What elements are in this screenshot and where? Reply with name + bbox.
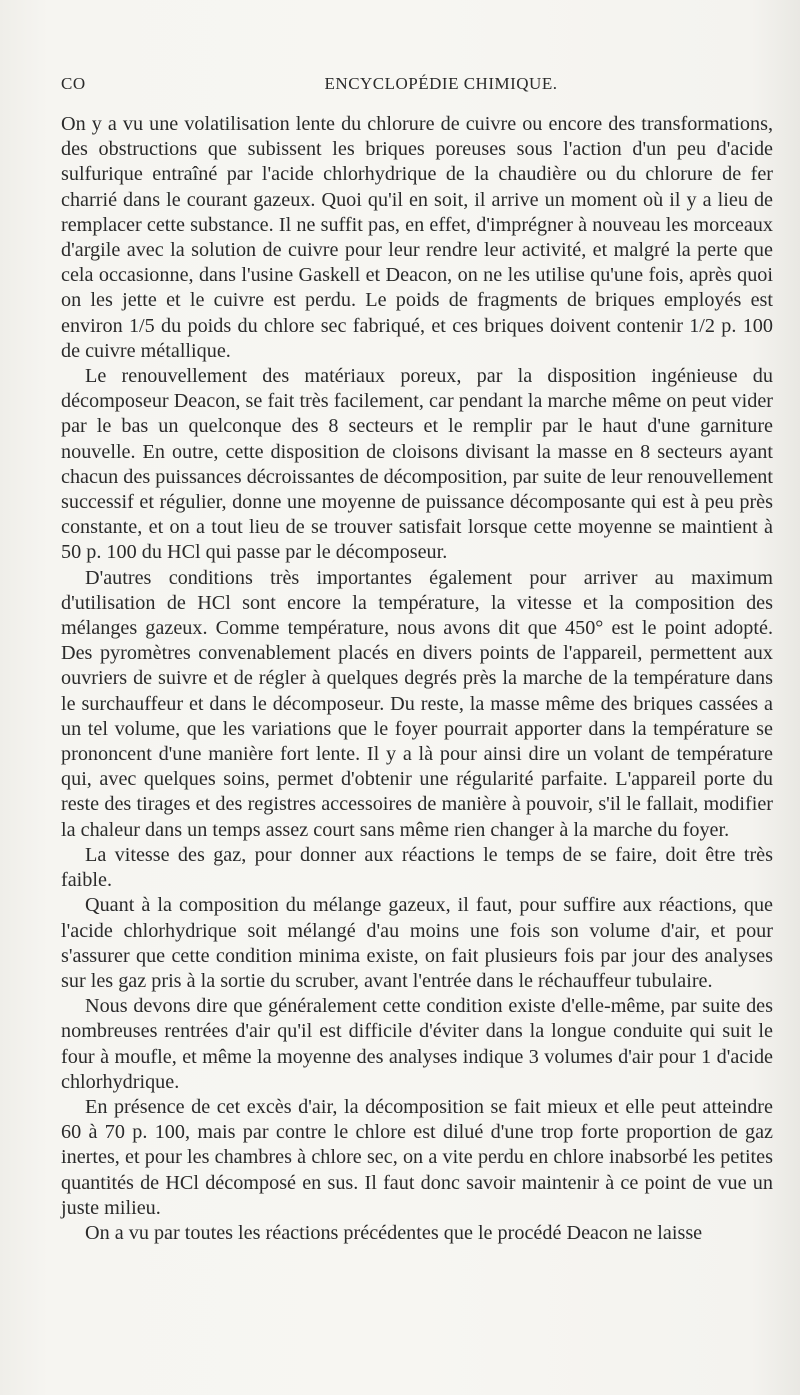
- paragraph: Nous devons dire que généralement cette condition existe d'elle-même, par suite des nombreuses rentrées d'air qu'il est difficile d'éviter dans la longue conduite qui suit le four à moufle, et même la moyenne des analyses indique 3 volumes d'air pour 1 d'acide chlorhydrique.: [61, 995, 773, 1093]
- paragraph: On a vu par toutes les réactions précédentes que le procédé Deacon ne laisse: [85, 1221, 703, 1244]
- paragraph: La vitesse des gaz, pour donner aux réactions le temps de se faire, doit être très faible.: [61, 843, 773, 892]
- paragraph: Quant à la composition du mélange gazeux, il faut, pour suffire aux réactions, que l'acide chlorhydrique soit mélangé d'au moins une fois son volume d'air, et pour s'assurer que cette condition minima existe, on fait plusieurs fois par jour des analyses sur les gaz pris à la sortie du scruber, avant l'entrée dans le réchauffeur tubulaire.: [61, 894, 773, 992]
- paragraph: On y a vu une volatilisation lente du chlorure de cuivre ou encore des transformations, des obstructions que subissent les briques poreuses sous l'action d'un peu d'acide sulfurique entraîné par l'acide chlorhydrique de la chaudière ou du chlorure de fer charrié dans le courant gazeux. Quoi qu'il en soit, il arrive un moment où il y a lieu de remplacer cette substance. Il ne suffit pas, en effet, d'imprégner à nouveau les morceaux d'argile avec la solution de cuivre pour leur rendre leur activité, et malgré la perte que cela occasionne, dans l'usine Gaskell et Deacon, on ne les utilise qu'une fois, après quoi on les jette et le cuivre est perdu. Le poids de fragments de briques employés est environ 1/5 du poids du chlore sec fabriqué, et ces briques doivent contenir 1/2 p. 100 de cuivre métallique.: [61, 113, 773, 362]
- body-text: [61, 112, 773, 1246]
- paragraph: D'autres conditions très importantes également pour arriver au maximum d'utilisation de HCl sont encore la température, la vitesse et la composition des mélanges gazeux. Comme température, nous avons dit que 450° est le point adopté. Des pyromètres convenablement placés en divers points de l'appareil, permettent aux ouvriers de suivre et de régler à quelques degrés près la marche de la température dans le surchauffeur et dans le décomposeur. Du reste, la masse même des briques cassées a un tel volume, que les variations que le foyer pourrait apporter dans la température se prononcent d'une manière fort lente. Il y a là pour ainsi dire un volant de température qui, avec quelques soins, permet d'obtenir une régularité parfaite. L'appareil porte du reste des tirages et des registres accessoires de manière à pouvoir, s'il le fallait, modifier la chaleur dans un temps assez court sans même rien changer à la marche du foyer.: [61, 566, 773, 841]
- page-header: [61, 74, 781, 102]
- paragraph: Le renouvellement des matériaux poreux, par la disposition ingénieuse du décomposeur Deacon, se fait très facilement, car pendant la marche même on peut vider par le bas un quelconque des 8 secteurs et le remplir par le haut d'une garniture nouvelle. En outre, cette disposition de cloisons divisant la masse en 8 secteurs ayant chacun des puissances décroissantes de décomposition, par suite de leur renouvellement successif et régulier, donne une moyenne de puissance décomposante qui est à peu près constante, et on a tout lieu de se trouver satisfait lorsque cette moyenne se maintient à 50 p. 100 du HCl qui passe par le décomposeur.: [61, 365, 773, 564]
- running-title: ENCYCLOPÉDIE CHIMIQUE.: [324, 74, 558, 93]
- paragraph: En présence de cet excès d'air, la décomposition se fait mieux et elle peut atteindre 60 à 70 p. 100, mais par contre le chlore est dilué d'une trop forte proportion de gaz inertes, et pour les chambres à chlore sec, on a vite perdu en chlore inabsorbé les petites quantités de HCl décomposé en sus. Il faut donc savoir maintenir à ce point de vue un juste milieu.: [61, 1095, 773, 1219]
- page-number: CO: [61, 74, 86, 93]
